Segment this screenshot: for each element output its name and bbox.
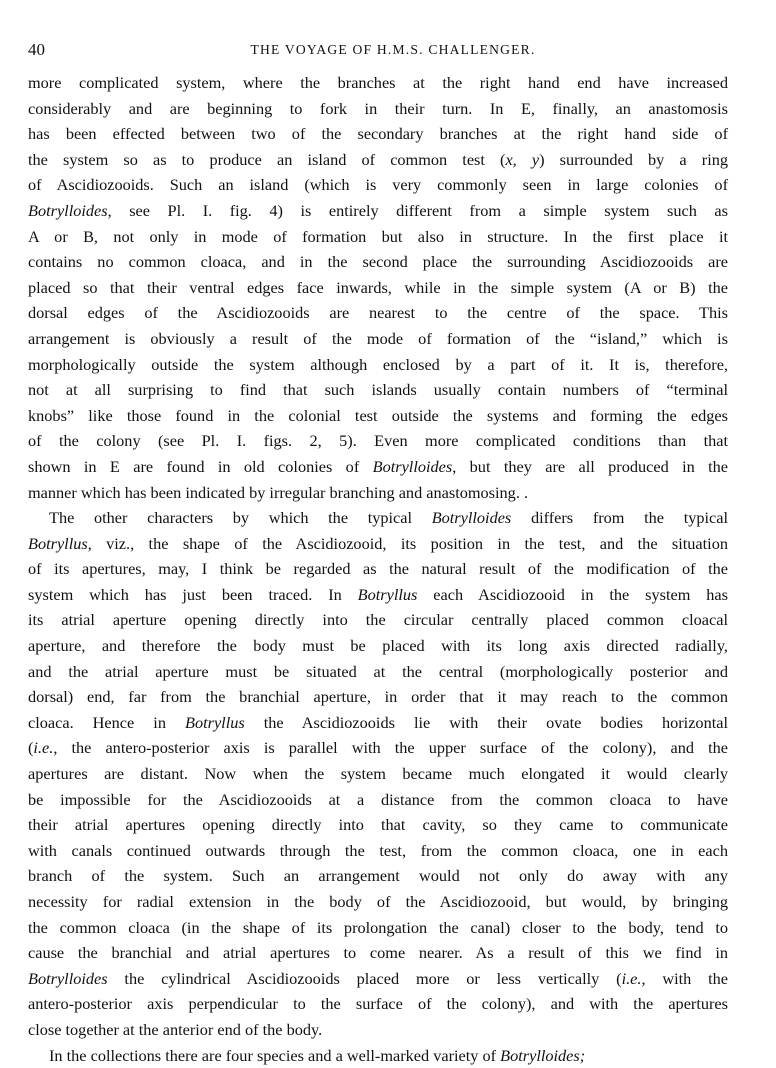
text-run: not at all surprising to find that such islands usually contain numbers of “terminal (28, 380, 728, 400)
text-run: antero-posterior axis perpendicular to the surface of the colony), and with the apertures (28, 994, 728, 1014)
italic-text: Botrylloides (28, 968, 108, 988)
text-run: , with the (641, 968, 728, 988)
text-line (28, 352, 728, 378)
text-run: of its apertures, may, I think be regarded as the natural result of the modification of the (28, 559, 728, 579)
text-run: cause the branchial and atrial apertures to come nearer. As a result of this we find in (28, 943, 728, 963)
text-run: The other characters by which the typical (49, 508, 432, 528)
text-line (28, 863, 728, 889)
text-line (28, 454, 728, 480)
text-line (28, 172, 728, 198)
italic-text: x, y (505, 149, 540, 169)
italic-text: Botrylloides (372, 456, 453, 476)
text-line (28, 428, 728, 454)
text-line (28, 812, 728, 838)
text-line (28, 838, 728, 864)
text-run: each Ascidiozooid in the system has (417, 584, 728, 604)
text-line (28, 121, 728, 147)
text-run: be impossible for the Ascidiozooids at a distance from the common cloaca to have (28, 789, 728, 809)
text-line (28, 198, 728, 224)
italic-text: Botrylloides; (500, 1045, 586, 1065)
text-line (28, 915, 728, 941)
text-line (28, 991, 728, 1017)
text-run: ( (28, 738, 34, 758)
text-line (28, 787, 728, 813)
text-run: , viz., the shape of the Ascidiozooid, its position in the test, and the situation (87, 533, 728, 553)
text-line (28, 710, 728, 736)
text-run: manner which has been indicated by irregular branching and anastomosing. . (28, 482, 529, 502)
text-line (28, 505, 728, 531)
text-line (28, 966, 728, 992)
text-run: , but they are all produced in the (452, 456, 729, 476)
text-run: their atrial apertures opening directly into that cavity, so they came to communicate (28, 815, 728, 835)
paragraph-1 (28, 70, 728, 505)
text-run: and the atrial aperture must be situated at the central (morphologically posterior and (28, 661, 728, 681)
text-run: close together at the anterior end of the body. (28, 1019, 323, 1039)
italic-text: Botryllus (28, 533, 88, 553)
text-run: arrangement is obviously a result of the mode of formation of the “island,” which is (28, 328, 728, 348)
text-line (28, 582, 728, 608)
page-number: 40 (28, 40, 45, 59)
text-run: apertures are distant. Now when the system became much elongated it would clearly (28, 764, 728, 784)
text-run: , the antero-posterior axis is parallel with the upper surface of the colony), and the (53, 738, 728, 758)
text-run: ) surrounded by a ring (539, 149, 729, 169)
text-run: , see Pl. I. fig. 4) is entirely different from a simple system such as (107, 200, 728, 220)
text-line (28, 1017, 728, 1043)
text-line (28, 735, 728, 761)
text-line (28, 377, 728, 403)
text-line (28, 326, 728, 352)
text-run: the system so as to produce an island of common test ( (28, 149, 506, 169)
text-run: knobs” like those found in the colonial test outside the systems and forming the edges (28, 405, 728, 425)
text-run: more complicated system, where the branches at the right hand end have increased (28, 73, 728, 92)
text-line (28, 556, 728, 582)
text-run: placed so that their ventral edges face inwards, while in the simple system (A or B) the (28, 277, 728, 297)
text-run: of Ascidiozooids. Such an island (which is very commonly seen in large colonies of (28, 175, 728, 195)
text-run: differs from the typical (511, 508, 728, 528)
text-run: In the collections there are four species and a well-marked variety of (49, 1045, 501, 1065)
text-line (28, 70, 728, 96)
text-line (28, 889, 728, 915)
text-line (28, 249, 728, 275)
italic-text: Botryllus (185, 712, 245, 732)
text-run: the common cloaca (in the shape of its prolongation the canal) closer to the body, tend to (28, 917, 728, 937)
text-run: the Ascidiozooids lie with their ovate bodies horizontal (244, 712, 728, 732)
text-line (28, 147, 728, 173)
text-line (28, 480, 728, 506)
text-run: dorsal) end, far from the branchial aperture, in order that it may reach to the common (28, 687, 728, 707)
text-line (28, 300, 728, 326)
italic-text: Botrylloides (28, 200, 108, 220)
text-line (28, 940, 728, 966)
text-line (28, 403, 728, 429)
text-run: has been effected between two of the secondary branches at the right hand side of (28, 124, 728, 144)
text-line (28, 1043, 728, 1068)
text-run: contains no common cloaca, and in the second place the surrounding Ascidiozooids are (28, 252, 728, 272)
text-line (28, 761, 728, 787)
text-line (28, 531, 728, 557)
text-run: of the colony (see Pl. I. figs. 2, 5). Even more complicated conditions than that (28, 431, 728, 451)
text-line (28, 684, 728, 710)
text-line (28, 275, 728, 301)
running-head: THE VOYAGE OF H.M.S. CHALLENGER. (250, 42, 536, 57)
text-line (28, 633, 728, 659)
italic-text: Botryllus (357, 584, 418, 604)
text-line (28, 659, 728, 685)
text-run: with canals continued outwards through the test, from the common cloaca, one in each (28, 840, 728, 860)
text-run: aperture, and therefore the body must be placed with its long axis directed radially, (28, 636, 728, 656)
text-line (28, 224, 728, 250)
italic-text: i.e. (621, 968, 642, 988)
text-run: A or B, not only in mode of formation but also in structure. In the first place it (28, 226, 728, 246)
text-run: shown in E are found in old colonies of (28, 456, 373, 476)
italic-text: i.e. (33, 738, 54, 758)
document-page (28, 40, 728, 1068)
text-run: morphologically outside the system although enclosed by a part of it. It is, therefore, (28, 354, 728, 374)
text-run: dorsal edges of the Ascidiozooids are nearest to the centre of the space. This (28, 303, 728, 323)
text-run: system which has just been traced. In (28, 584, 358, 604)
paragraph-2 (28, 505, 728, 1042)
text-line (28, 607, 728, 633)
text-run: branch of the system. Such an arrangement would not only do away with any (28, 866, 728, 886)
text-run: cloaca. Hence in (28, 712, 185, 732)
text-run: considerably and are beginning to fork in their turn. In E, finally, an anastomosis (28, 98, 728, 118)
page-header (28, 40, 728, 70)
italic-text: Botrylloides (431, 508, 512, 528)
text-run: necessity for radial extension in the body of the Ascidiozooid, but would, by bringing (28, 892, 728, 911)
text-line (28, 96, 728, 122)
paragraph-3 (28, 1043, 728, 1068)
text-run: its atrial aperture opening directly into the circular centrally placed common cloacal (28, 610, 728, 630)
text-run: the cylindrical Ascidiozooids placed more or less vertically ( (107, 968, 622, 988)
